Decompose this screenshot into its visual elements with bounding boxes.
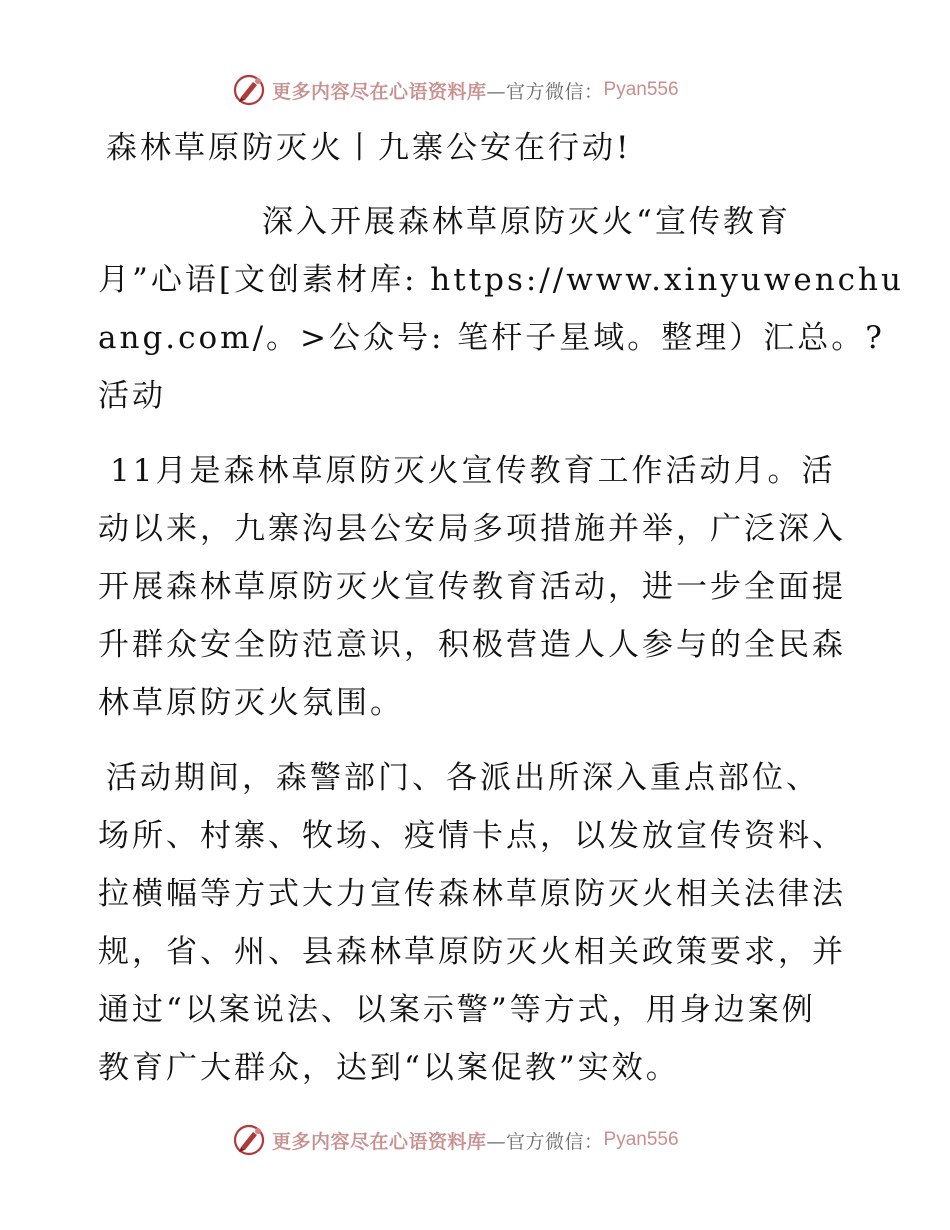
paragraph-line: 动以来，九寨沟县公安局多项措施并举，广泛深入: [98, 511, 846, 547]
paragraph-line: 升群众安全防范意识，积极营造人人参与的全民森: [98, 627, 846, 663]
paragraph-line: 教育广大群众，达到“以案促教”实效。: [98, 1050, 680, 1086]
document-title: 森林草原防灭火丨九寨公安在行动!: [106, 130, 632, 166]
paragraph-line: 月”心语[文创素材库: https://www.xinyuwenchu: [98, 262, 904, 298]
paragraph-line: 规，省、州、县森林草原防灭火相关政策要求，并: [98, 934, 846, 970]
watermark-text: 更多内容尽在心语资料库: [272, 1130, 487, 1153]
paragraph-line: 拉横幅等方式大力宣传森林草原防灭火相关法律法: [98, 876, 846, 912]
paragraph-line: 场所、村寨、牧场、疫情卡点，以发放宣传资料、: [98, 818, 846, 854]
paragraph-line: 11月是森林草原防灭火宣传教育工作活动月。活: [110, 453, 836, 489]
watermark-wechat-label: —官方微信：: [486, 1130, 604, 1153]
paragraph-line: 林草原防灭火氛围。: [98, 685, 404, 721]
watermark-wechat-label: —官方微信：: [486, 80, 604, 103]
paragraph-line: 活动: [98, 378, 166, 414]
paragraph-line: ang.com/。>公众号: 笔杆子星域。整理）汇总。?: [98, 320, 885, 356]
watermark-banner-top: [232, 72, 679, 108]
paragraph-line: 活动期间，森警部门、各派出所深入重点部位、: [106, 760, 820, 796]
pen-logo-icon: [232, 73, 266, 107]
pen-logo-icon: [232, 1123, 266, 1157]
paragraph-line: 开展森林草原防灭火宣传教育活动，进一步全面提: [98, 569, 846, 605]
paragraph-line: 深入开展森林草原防灭火“宣传教育: [262, 204, 791, 240]
paragraph-line: 通过“以案说法、以案示警”等方式，用身边案例: [98, 992, 816, 1028]
watermark-wechat-id: Pyan556: [603, 79, 679, 100]
watermark-banner-bottom: [232, 1122, 679, 1158]
watermark-wechat-id: Pyan556: [603, 1129, 679, 1150]
watermark-text: 更多内容尽在心语资料库: [272, 80, 487, 103]
